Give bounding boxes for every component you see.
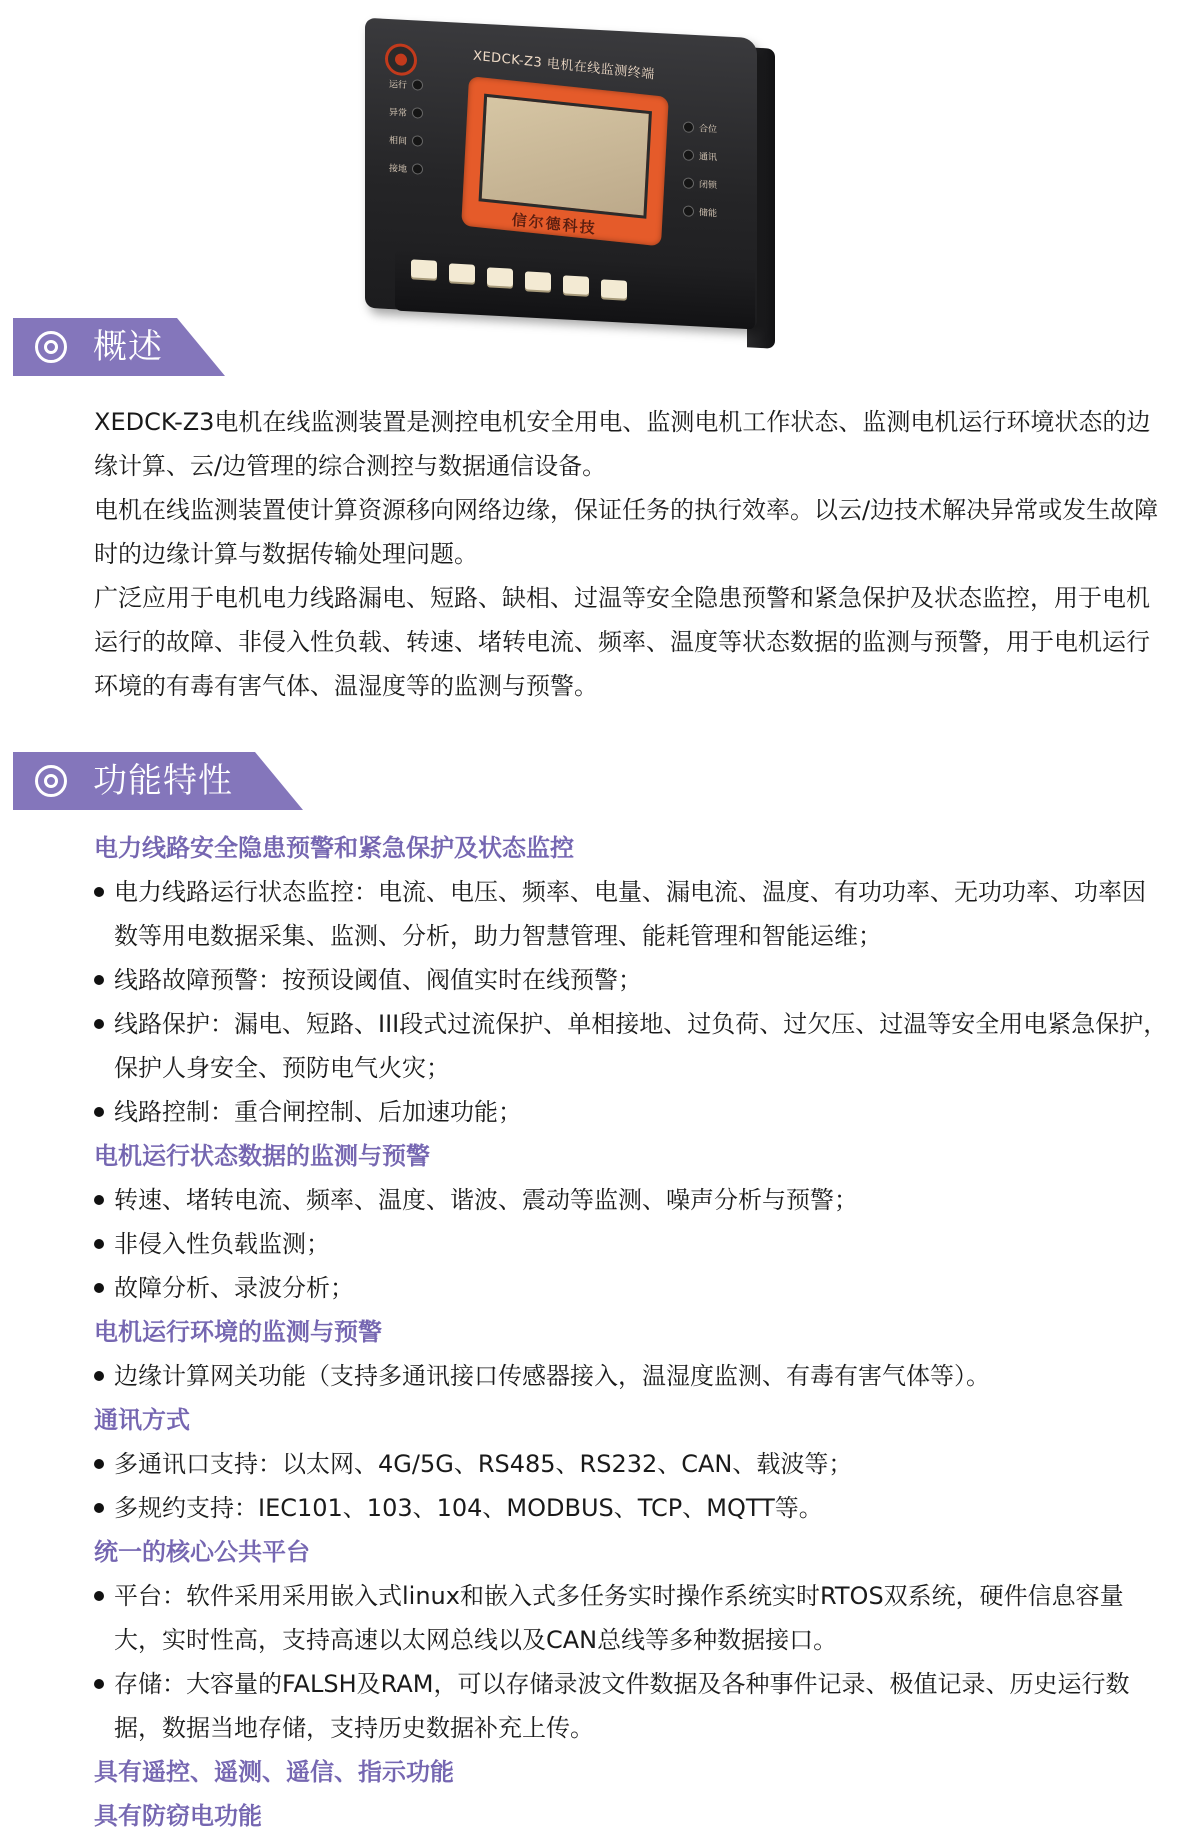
feature-group-heading: 通讯方式: [94, 1406, 190, 1434]
bullet-dot-icon: [94, 887, 104, 897]
overview-title: 概述: [93, 327, 163, 367]
bullet-dot-icon: [94, 1503, 104, 1513]
feature-bullet: 线路故障预警：按预设阈值、阀值实时在线预警；: [94, 958, 1169, 1002]
feature-bullet: 存储：大容量的FALSH及RAM，可以存储录波文件数据及各种事件记录、极值记录、历史运行数据，数据当地存储，支持历史数据补充上传。: [94, 1662, 1169, 1750]
feature-group-heading: 具有防窃电功能: [94, 1802, 262, 1830]
features-title: 功能特性: [93, 761, 233, 801]
device-key-5: [563, 275, 589, 294]
feature-group-heading: 电机运行状态数据的监测与预警: [94, 1142, 430, 1170]
indicator-closed: 合位: [683, 120, 717, 135]
overview-paragraph: XEDCK-Z3电机在线监测装置是测控电机安全用电、监测电机工作状态、监测电机运行环境状态的边缘计算、云/边管理的综合测控与数据通信设备。: [94, 408, 1151, 480]
feature-group-heading: 电力线路安全隐患预警和紧急保护及状态监控: [94, 834, 574, 862]
device-key-3: [487, 267, 513, 286]
features-body: [94, 826, 1169, 1838]
bullet-dot-icon: [94, 1679, 104, 1689]
bullet-dot-icon: [94, 1107, 104, 1117]
overview-paragraph: 电机在线监测装置使计算资源移向网络边缘，保证任务的执行效率。以云/边技术解决异常或发生故障时的边缘计算与数据传输处理问题。: [94, 496, 1159, 568]
device-brand-label: 信尔德科技: [511, 210, 598, 238]
device-logo-icon: [385, 43, 417, 77]
overview-section-header: [13, 318, 225, 376]
feature-bullet: 非侵入性负载监测；: [94, 1222, 1169, 1266]
feature-group-heading: 统一的核心公共平台: [94, 1538, 310, 1566]
indicator-abnormal: 异常: [389, 105, 423, 120]
feature-group-heading: 具有遥控、遥测、遥信、指示功能: [94, 1758, 454, 1786]
bullet-dot-icon: [94, 1459, 104, 1469]
device-key-1: [411, 259, 437, 278]
device-model-label: XEDCK-Z3 电机在线监测终端: [472, 48, 656, 83]
feature-bullet: 平台：软件采用采用嵌入式linux和嵌入式多任务实时操作系统实时RTOS双系统，硬件信息容量大，实时性高，支持高速以太网总线以及CAN总线等多种数据接口。: [94, 1574, 1169, 1662]
feature-bullet: 电力线路运行状态监控：电流、电压、频率、电量、漏电流、温度、有功功率、无功功率、功率因数等用电数据采集、监测、分析，助力智慧管理、能耗管理和智能运维；: [94, 870, 1169, 958]
feature-bullet: 多规约支持：IEC101、103、104、MODBUS、TCP、MQTT等。: [94, 1486, 1169, 1530]
device-key-4: [525, 271, 551, 290]
feature-bullet: 线路控制：重合闸控制、后加速功能；: [94, 1090, 1169, 1134]
features-section-header: [13, 752, 303, 810]
indicator-phase: 相间: [389, 133, 423, 148]
indicator-run: 运行: [389, 77, 423, 92]
device-key-2: [449, 263, 475, 282]
bullet-dot-icon: [94, 1239, 104, 1249]
device-photo: [355, 18, 775, 358]
bullet-dot-icon: [94, 1195, 104, 1205]
ring-icon: [35, 765, 67, 797]
device-key-6: [601, 279, 627, 298]
bullet-dot-icon: [94, 1283, 104, 1293]
indicator-comm: 通讯: [683, 148, 717, 163]
bullet-dot-icon: [94, 1371, 104, 1381]
feature-bullet: 故障分析、录波分析；: [94, 1266, 1169, 1310]
overview-body: [94, 400, 1164, 708]
indicator-ground: 接地: [389, 161, 423, 176]
bullet-dot-icon: [94, 1019, 104, 1029]
feature-bullet: 线路保护：漏电、短路、III段式过流保护、单相接地、过负荷、过欠压、过温等安全用电紧急保护，保护人身安全、预防电气火灾；: [94, 1002, 1169, 1090]
indicator-lock: 闭锁: [683, 176, 717, 191]
feature-bullet: 转速、堵转电流、频率、温度、谐波、震动等监测、噪声分析与预警；: [94, 1178, 1169, 1222]
feature-group-heading: 电机运行环境的监测与预警: [94, 1318, 382, 1346]
ring-icon: [35, 331, 67, 363]
indicator-energy: 储能: [683, 204, 717, 219]
bullet-dot-icon: [94, 975, 104, 985]
device-screen-frame: [461, 76, 669, 246]
feature-bullet: 边缘计算网关功能（支持多通讯接口传感器接入，温湿度监测、有毒有害气体等）。: [94, 1354, 1169, 1398]
feature-bullet: 多通讯口支持：以太网、4G/5G、RS485、RS232、CAN、载波等；: [94, 1442, 1169, 1486]
overview-paragraph: 广泛应用于电机电力线路漏电、短路、缺相、过温等安全隐患预警和紧急保护及状态监控，用于电机运行的故障、非侵入性负载、转速、堵转电流、频率、温度等状态数据的监测与预警，用于电机运行环境的有毒有害气体、温湿度等的监测与预警。: [94, 584, 1150, 700]
device-lcd-screen: [479, 94, 652, 219]
bullet-dot-icon: [94, 1591, 104, 1601]
